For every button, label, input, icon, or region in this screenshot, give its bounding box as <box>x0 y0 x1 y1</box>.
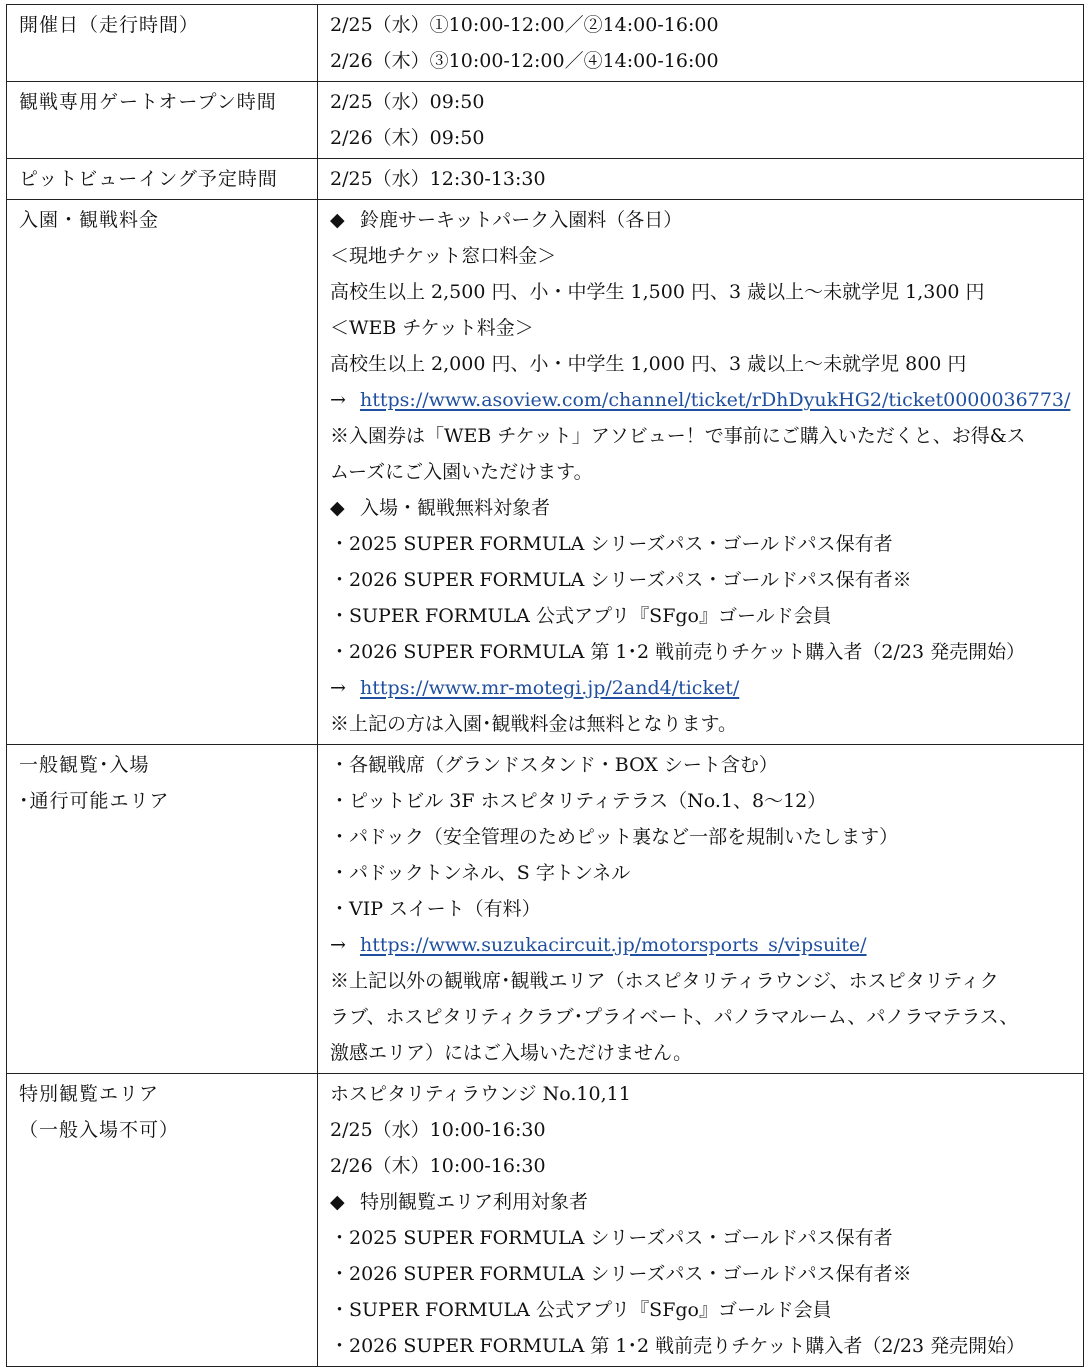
note-line: 激感エリア）にはご入場いただけません。 <box>330 1042 693 1064</box>
note-line: ラブ、ホスピタリティクラブ･プライベート、パノラマルーム、パノラマテラス、 <box>330 1006 1019 1028</box>
area-time-line: 2/26（木）10:00-16:30 <box>330 1155 546 1177</box>
row-label: 入園・観戦料金 <box>19 209 160 231</box>
row-label-cell <box>7 82 318 159</box>
list-item: ・2026 SUPER FORMULA シリーズパス・ゴールドパス保有者※ <box>330 1263 912 1285</box>
note-line: ※上記以外の観戦席･観戦エリア（ホスピタリティラウンジ、ホスピタリティク <box>330 970 999 992</box>
list-item: ・各観戦席（グランドスタンド・BOX シート含む） <box>330 754 778 776</box>
row-value-cell <box>318 82 1084 159</box>
list-item: ・SUPER FORMULA 公式アプリ『SFgo』ゴールド会員 <box>330 605 832 627</box>
arrow-right-icon: → <box>330 934 346 956</box>
table-row-gate-open <box>7 82 1084 159</box>
section-heading <box>330 490 1083 526</box>
asoview-ticket-link[interactable]: https://www.asoview.com/channel/ticket/rDhDyukHG2/ticket0000036773/ <box>360 389 1071 411</box>
list-item: ・2025 SUPER FORMULA シリーズパス・ゴールドパス保有者 <box>330 533 893 555</box>
table-row-general-areas <box>7 745 1084 1074</box>
web-price-title: ＜WEB チケット料金＞ <box>330 317 534 339</box>
row-label-cell <box>7 159 318 200</box>
row-label: 特別観覧エリア <box>19 1083 160 1105</box>
row-label: ･通行可能エリア <box>19 790 170 812</box>
note-line: ※上記の方は入園･観戦料金は無料となります。 <box>330 713 737 735</box>
onsite-price-title: ＜現地チケット窓口料金＞ <box>330 245 557 267</box>
diamond-bullet-icon: ◆ <box>330 1191 345 1213</box>
heading-text: 入場・観戦無料対象者 <box>360 497 551 519</box>
table-row-dates <box>7 5 1084 82</box>
section-heading <box>330 202 1083 238</box>
table-row-pit-viewing <box>7 159 1084 200</box>
row-value-cell <box>318 745 1084 1074</box>
diamond-bullet-icon: ◆ <box>330 497 345 519</box>
row-value-cell <box>318 159 1084 200</box>
list-item: ・2025 SUPER FORMULA シリーズパス・ゴールドパス保有者 <box>330 1227 893 1249</box>
diamond-bullet-icon: ◆ <box>330 209 345 231</box>
gate-time-line: 2/26（木）09:50 <box>330 127 485 149</box>
event-info-table <box>6 4 1084 1367</box>
vip-suite-link[interactable]: https://www.suzukacircuit.jp/motorsports_s/vipsuite/ <box>360 934 867 956</box>
onsite-prices: 高校生以上 2,500 円、小・中学生 1,500 円、3 歳以上～未就学児 1,300 円 <box>330 281 985 303</box>
list-item: ・パドック（安全管理のためピット裏など一部を規制いたします） <box>330 826 899 848</box>
heading-text: 鈴鹿サーキットパーク入園料（各日） <box>360 209 683 231</box>
gate-time-line: 2/25（水）09:50 <box>330 91 485 113</box>
arrow-right-icon: → <box>330 677 346 699</box>
date-line: 2/25（水）①10:00-12:00／②14:00-16:00 <box>330 14 719 36</box>
arrow-right-icon: → <box>330 389 346 411</box>
row-label-cell <box>7 5 318 82</box>
row-value-cell <box>318 200 1084 745</box>
row-value-cell <box>318 1074 1084 1367</box>
row-label-cell <box>7 1074 318 1367</box>
row-value-cell <box>318 5 1084 82</box>
row-label: （一般入場不可） <box>19 1119 180 1141</box>
row-label: 観戦専用ゲートオープン時間 <box>19 91 277 113</box>
web-prices: 高校生以上 2,000 円、小・中学生 1,000 円、3 歳以上～未就学児 800 円 <box>330 353 967 375</box>
row-label-cell <box>7 200 318 745</box>
table-row-special-area <box>7 1074 1084 1367</box>
link-line <box>330 927 1083 963</box>
row-label: 一般観覧･入場 <box>19 754 150 776</box>
row-label-cell <box>7 745 318 1074</box>
list-item: ・VIP スイート（有料） <box>330 898 541 920</box>
note-line: ムーズにご入園いただけます。 <box>330 461 593 483</box>
table-row-admission <box>7 200 1084 745</box>
list-item: ・SUPER FORMULA 公式アプリ『SFgo』ゴールド会員 <box>330 1299 832 1321</box>
row-label: ピットビューイング予定時間 <box>19 168 278 190</box>
link-line <box>330 382 1083 418</box>
area-time-line: 2/25（水）10:00-16:30 <box>330 1119 546 1141</box>
pit-time-line: 2/25（水）12:30-13:30 <box>330 168 546 190</box>
list-item: ・ピットビル 3F ホスピタリティテラス（No.1、8～12） <box>330 790 827 812</box>
note-line: ※入園券は「WEB チケット」アソビュー！で事前にご購入いただくと、お得&ス <box>330 425 1026 447</box>
motegi-ticket-link[interactable]: https://www.mr-motegi.jp/2and4/ticket/ <box>360 677 740 699</box>
list-item: ・2026 SUPER FORMULA 第 1･2 戦前売りチケット購入者（2/23 発売開始） <box>330 641 1026 663</box>
area-name: ホスピタリティラウンジ No.10,11 <box>330 1083 631 1105</box>
date-line: 2/26（木）③10:00-12:00／④14:00-16:00 <box>330 50 719 72</box>
list-item: ・パドックトンネル、S 字トンネル <box>330 862 631 884</box>
heading-text: 特別観覧エリア利用対象者 <box>360 1191 589 1213</box>
list-item: ・2026 SUPER FORMULA 第 1･2 戦前売りチケット購入者（2/23 発売開始） <box>330 1335 1026 1357</box>
link-line <box>330 670 1083 706</box>
list-item: ・2026 SUPER FORMULA シリーズパス・ゴールドパス保有者※ <box>330 569 912 591</box>
section-heading <box>330 1184 1083 1220</box>
row-label: 開催日（走行時間） <box>19 14 200 36</box>
